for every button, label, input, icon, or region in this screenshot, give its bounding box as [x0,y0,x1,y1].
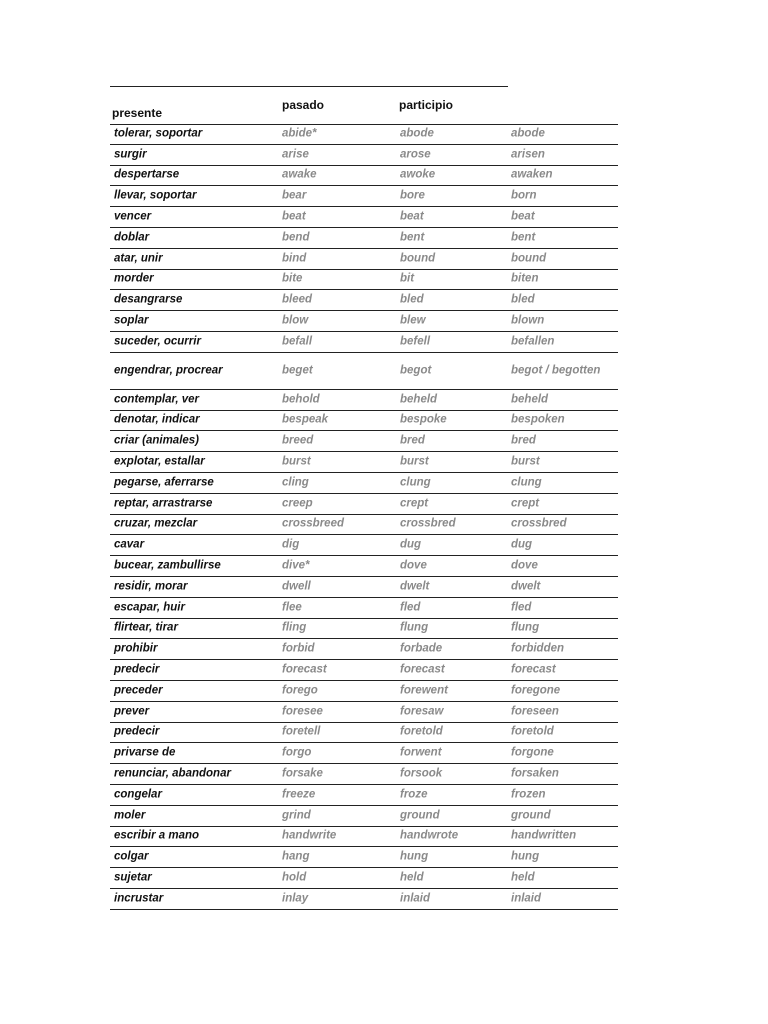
spanish-meaning: congelar [114,788,162,801]
verb-past: abode [400,127,434,140]
verb-past: clung [400,476,431,489]
spanish-meaning: surgir [114,148,147,161]
table-row [110,598,618,619]
spanish-meaning: contemplar, ver [114,393,200,406]
spanish-meaning: flirtear, tirar [114,621,178,634]
spanish-meaning: denotar, indicar [114,413,200,426]
table-row [110,390,618,411]
verb-past: bore [400,189,425,202]
verb-base: forsake [282,767,323,780]
verb-participle: frozen [511,788,546,801]
table-row [110,290,618,311]
spanish-meaning: privarse de [114,746,176,759]
verb-base: forego [282,684,318,697]
verb-base: bend [282,231,310,244]
table-row [110,556,618,577]
verb-base: freeze [282,788,316,801]
verb-past: held [400,871,424,884]
verb-participle: crossbred [511,517,567,530]
spanish-meaning: incrustar [114,892,164,905]
spanish-meaning: suceder, ocurrir [114,335,201,348]
verb-past: handwrote [400,829,459,842]
spanish-meaning: morder [114,272,154,285]
verb-base: blow [282,314,309,327]
verb-past: awoke [400,168,436,181]
verb-past: inlaid [400,892,431,905]
table-row [110,639,618,660]
spanish-meaning: sujetar [114,871,152,884]
verb-participle: held [511,871,535,884]
verb-participle: crept [511,497,540,510]
header-presente: presente [112,106,163,120]
verb-base: hang [282,850,310,863]
verb-base: dig [282,538,300,551]
verb-past: bit [400,272,415,285]
verb-base: forecast [282,663,327,676]
table-row [110,249,618,270]
verb-participle: befallen [511,335,555,348]
verb-base: foresee [282,705,323,718]
verb-past: bound [400,252,436,265]
verb-participle: born [511,189,537,202]
verb-participle: foreseen [511,705,559,718]
header-participio: participio [399,98,454,112]
spanish-meaning: doblar [114,231,150,244]
spanish-meaning: escapar, huir [114,601,185,614]
spanish-meaning: desangrarse [114,293,183,306]
table-row [110,353,618,390]
verb-base: creep [282,497,313,510]
spanish-meaning: residir, morar [114,580,188,593]
verb-base: handwrite [282,829,337,842]
verb-participle: inlaid [511,892,542,905]
verb-past: forbade [400,642,443,655]
verb-base: forgo [282,746,312,759]
verb-past: forewent [400,684,448,697]
table-row [110,847,618,868]
spanish-meaning: escribir a mano [114,829,200,842]
verb-participle: dwelt [511,580,541,593]
verb-past: befell [400,335,431,348]
table-row [110,515,618,536]
verb-participle: bent [511,231,536,244]
table-row [110,473,618,494]
verb-participle: burst [511,455,540,468]
spanish-meaning: preceder [114,684,163,697]
verb-participle: hung [511,850,540,863]
table-header [110,88,618,125]
table-row [110,764,618,785]
verb-past: foretold [400,725,443,738]
verb-base: burst [282,455,311,468]
table-row [110,186,618,207]
table-row [110,228,618,249]
verb-base: befall [282,335,313,348]
verb-past: forecast [400,663,445,676]
verb-participle: forecast [511,663,556,676]
verb-base: arise [282,148,309,161]
verb-base: grind [282,809,311,822]
table-row [110,889,618,910]
verb-base: dive* [282,559,310,572]
verb-past: flung [400,621,429,634]
verb-participle: forsaken [511,767,559,780]
spanish-meaning: predecir [114,663,160,676]
table-row [110,311,618,332]
table-row [110,619,618,640]
table-row [110,166,618,187]
table-row [110,702,618,723]
verb-past: bred [400,434,425,447]
verb-participle: ground [511,809,551,822]
spanish-meaning: colgar [114,850,149,863]
verb-base: breed [282,434,314,447]
verb-base: cling [282,476,309,489]
verb-past: crossbred [400,517,456,530]
table-row [110,743,618,764]
table-row [110,411,618,432]
verb-base: behold [282,393,320,406]
verb-participle: beheld [511,393,549,406]
table-row [110,332,618,353]
verb-participle: bred [511,434,536,447]
spanish-meaning: explotar, estallar [114,455,205,468]
verb-past: hung [400,850,429,863]
verb-base: bleed [282,293,313,306]
verb-base: hold [282,871,307,884]
spanish-meaning: atar, unir [114,252,163,265]
verb-past: bespoke [400,413,447,426]
verb-participle: bespoken [511,413,565,426]
verb-past: blew [400,314,426,327]
verb-base: fling [282,621,307,634]
verb-base: abide* [282,127,317,140]
verb-base: awake [282,168,317,181]
spanish-meaning: renunciar, abandonar [114,767,231,780]
verb-past: fled [400,601,421,614]
verb-past: burst [400,455,429,468]
verb-participle: begot / begotten [511,364,601,377]
spanish-meaning: predecir [114,725,160,738]
verb-base: beget [282,364,313,377]
spanish-meaning: criar (animales) [114,434,200,447]
table-row [110,270,618,291]
top-rule [110,86,508,87]
verb-base: flee [282,601,302,614]
table-row [110,452,618,473]
header-pasado: pasado [282,98,325,112]
spanish-meaning: bucear, zambullirse [114,559,221,572]
verb-participle: beat [511,210,535,223]
spanish-meaning: llevar, soportar [114,189,197,202]
verb-base: crossbreed [282,517,345,530]
verb-past: bent [400,231,425,244]
verb-base: forbid [282,642,315,655]
verb-past: crept [400,497,429,510]
verb-past: dwelt [400,580,430,593]
verb-participle: forbidden [511,642,565,655]
verb-past: ground [400,809,440,822]
spanish-meaning: prohibir [114,642,158,655]
table-row [110,577,618,598]
verb-base: bite [282,272,303,285]
verb-past: beheld [400,393,438,406]
table-row [110,827,618,848]
table-row [110,207,618,228]
verb-participle: bled [511,293,535,306]
verb-base: dwell [282,580,311,593]
verb-participle: awaken [511,168,553,181]
spanish-meaning: vencer [114,210,152,223]
table-row [110,806,618,827]
verb-past: beat [400,210,424,223]
verb-participle: blown [511,314,545,327]
verb-participle: handwritten [511,829,577,842]
verb-past: forwent [400,746,442,759]
table-row [110,681,618,702]
table-row [110,868,618,889]
verb-base: foretell [282,725,321,738]
table-row [110,785,618,806]
spanish-meaning: cavar [114,538,145,551]
table-row [110,145,618,166]
spanish-meaning: pegarse, aferrarse [114,476,214,489]
verb-participle: biten [511,272,539,285]
verb-participle: foregone [511,684,561,697]
verb-base: bespeak [282,413,329,426]
verb-participle: arisen [511,148,545,161]
table-row [110,723,618,744]
table-row [110,494,618,515]
spanish-meaning: reptar, arrastrarse [114,497,213,510]
verb-past: dove [400,559,427,572]
table-row [110,431,618,452]
verb-base: bear [282,189,307,202]
verb-table [110,124,618,910]
verb-participle: fled [511,601,532,614]
table-row [110,660,618,681]
verb-participle: bound [511,252,547,265]
table-row [110,124,618,145]
spanish-meaning: prever [114,705,150,718]
verb-past: begot [400,364,432,377]
verb-participle: dug [511,538,533,551]
verb-participle: flung [511,621,540,634]
spanish-meaning: despertarse [114,168,180,181]
spanish-meaning: cruzar, mezclar [114,517,198,530]
verb-past: dug [400,538,422,551]
verb-base: bind [282,252,307,265]
spanish-meaning: moler [114,809,146,822]
verb-base: inlay [282,892,309,905]
verb-participle: foretold [511,725,554,738]
verb-past: bled [400,293,424,306]
verb-past: arose [400,148,431,161]
verb-participle: dove [511,559,538,572]
spanish-meaning: soplar [114,314,149,327]
verb-past: foresaw [400,705,444,718]
verb-past: forsook [400,767,443,780]
spanish-meaning: tolerar, soportar [114,127,203,140]
verb-base: beat [282,210,306,223]
table-row [110,535,618,556]
spanish-meaning: engendrar, procrear [114,364,223,377]
verb-past: froze [400,788,428,801]
verb-participle: clung [511,476,542,489]
verb-participle: abode [511,127,545,140]
verb-participle: forgone [511,746,554,759]
